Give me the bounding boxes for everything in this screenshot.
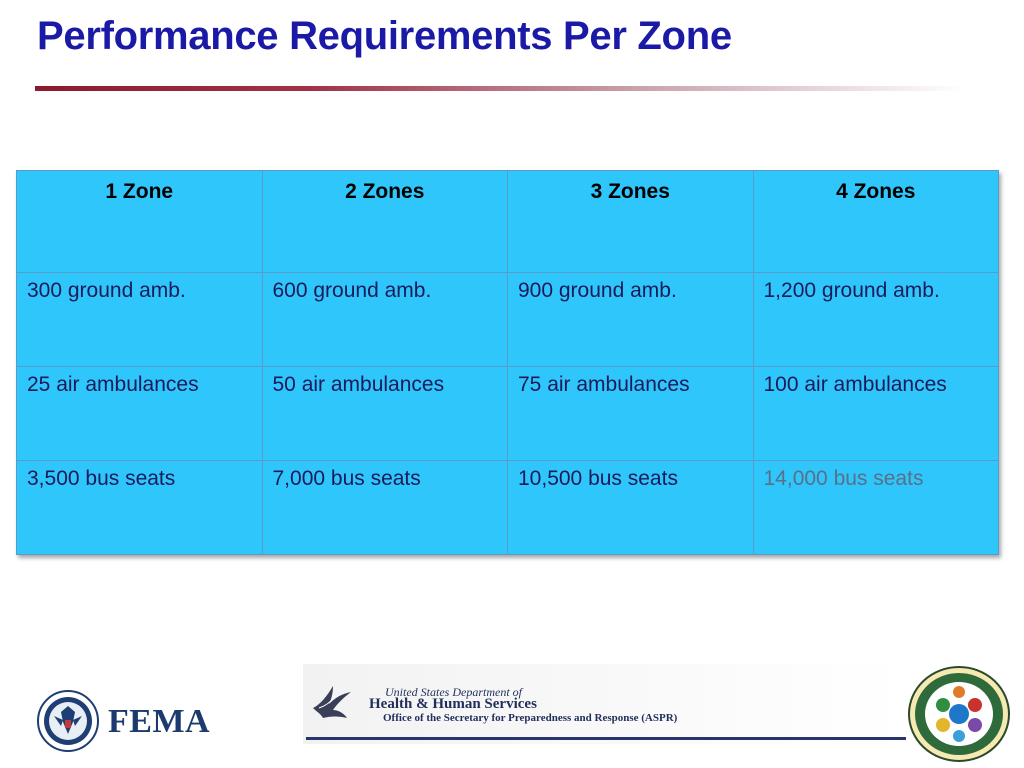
table-cell: 900 ground amb.	[508, 272, 754, 366]
aspr-seal-icon	[907, 665, 1011, 763]
aspr-office-line: Office of the Secretary for Preparedness and Response (ASPR)	[383, 712, 678, 724]
table-cell: 14,000 bus seats	[753, 460, 999, 554]
table-cell: 10,500 bus seats	[508, 460, 754, 554]
table-cell: 1,200 ground amb.	[753, 272, 999, 366]
hhs-department-line: United States Department of	[385, 685, 522, 699]
banner-rule	[306, 737, 906, 740]
hhs-name-line: Health & Human Services	[369, 696, 537, 712]
table-cell: 75 air ambulances	[508, 366, 754, 460]
dhs-seal-icon	[37, 690, 99, 752]
table-cell: 7,000 bus seats	[262, 460, 508, 554]
table-cell: 100 air ambulances	[753, 366, 999, 460]
table-row	[17, 272, 999, 366]
table-row	[17, 460, 999, 554]
header-2-zones: 2 Zones	[262, 171, 508, 273]
header-3-zones: 3 Zones	[508, 171, 754, 273]
table-cell: 600 ground amb.	[262, 272, 508, 366]
table-cell: 3,500 bus seats	[17, 460, 263, 554]
table-cell: 25 air ambulances	[17, 366, 263, 460]
table-header-row	[17, 171, 999, 273]
zone-requirements-table	[16, 170, 999, 555]
table-cell: 50 air ambulances	[262, 366, 508, 460]
hhs-eagle-icon	[309, 678, 355, 724]
hhs-aspr-banner	[303, 664, 905, 744]
header-4-zones: 4 Zones	[753, 171, 999, 273]
fema-logo-text: FEMA	[108, 703, 211, 740]
table-cell: 300 ground amb.	[17, 272, 263, 366]
header-1-zone: 1 Zone	[17, 171, 263, 273]
table-row	[17, 366, 999, 460]
title-divider	[35, 86, 965, 91]
slide-title: Performance Requirements Per Zone	[37, 14, 732, 58]
